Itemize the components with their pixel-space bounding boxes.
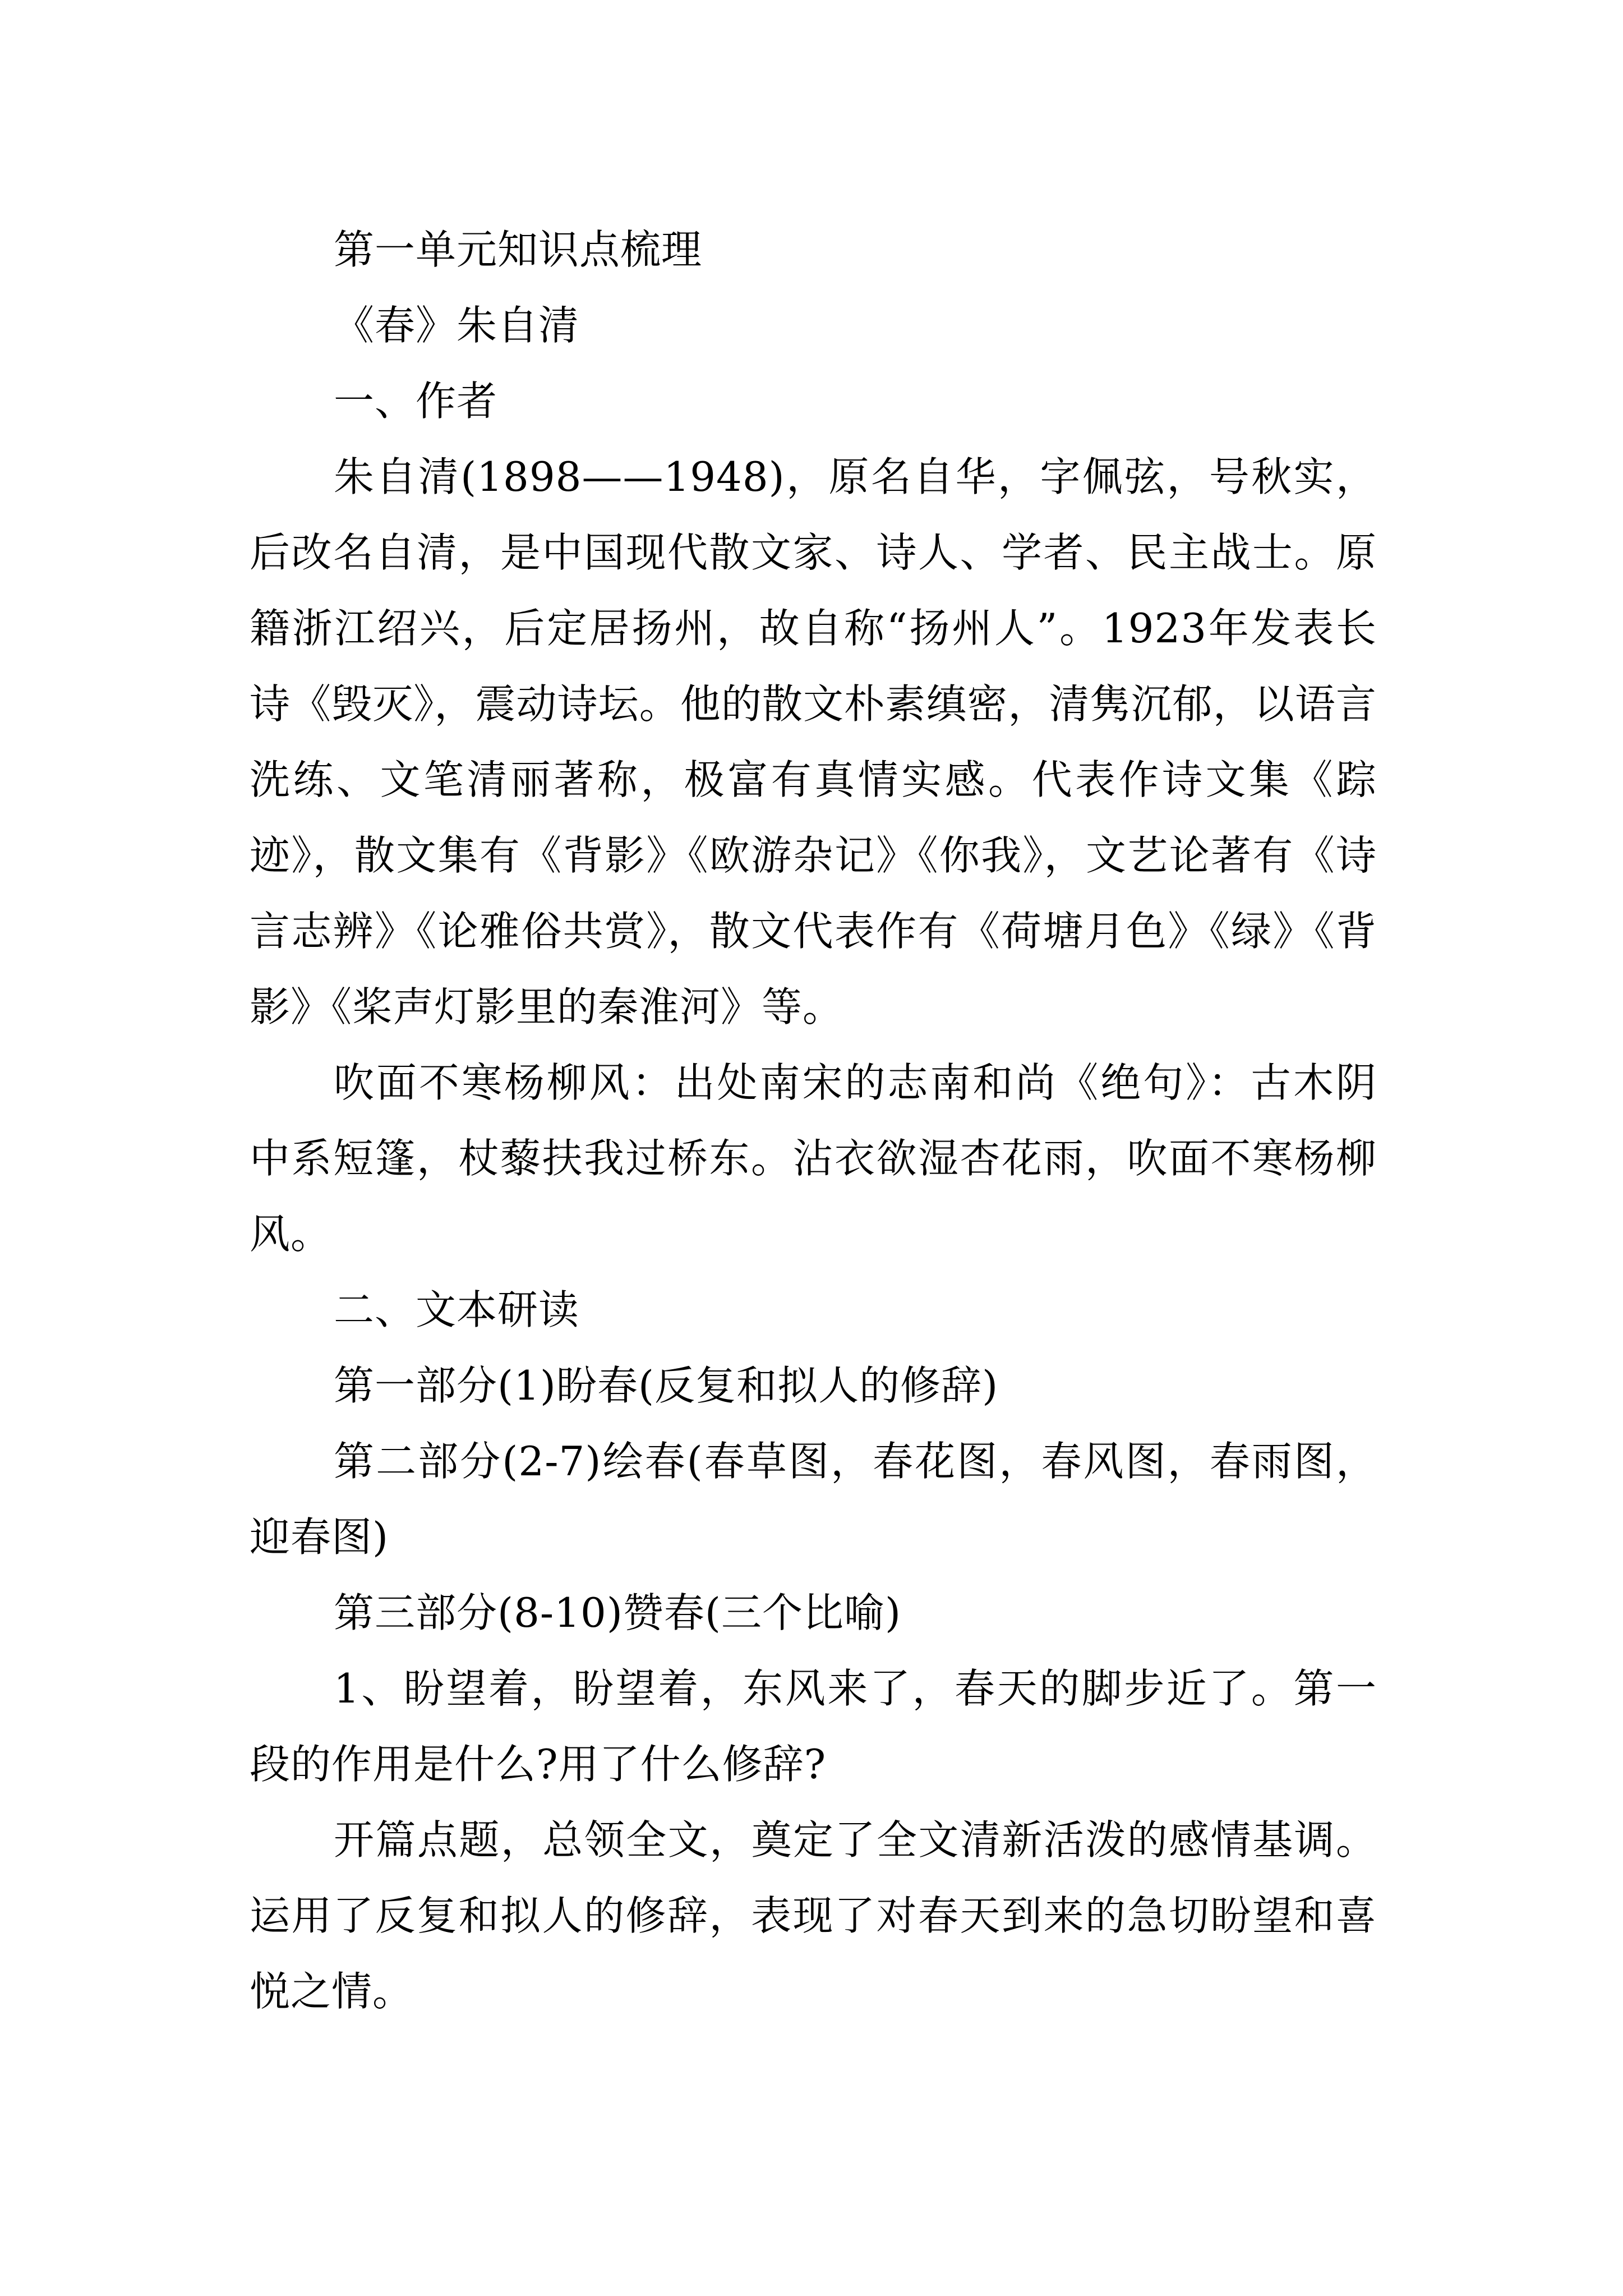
document-body <box>250 212 1377 2030</box>
author-paragraph: 朱自清(1898——1948)，原名自华，字佩弦，号秋实，后改名自清，是中国现代散文家、诗人、学者、民主战士。原籍浙江绍兴，后定居扬州，故自称“扬州人”。1923年发表长诗《毁灭》，震动诗坛。他的散文朴素缜密，清隽沉郁，以语言洗练、文笔清丽著称，极富有真情实感。代表作诗文集《踪迹》，散文集有《背影》《欧游杂记》《你我》，文艺论著有《诗言志辨》《论雅俗共赏》，散文代表作有《荷塘月色》《绿》《背影》《桨声灯影里的秦淮河》等。 <box>250 453 1377 1030</box>
part-two-line: 第二部分(2-7)绘春(春草图，春花图，春风图，春雨图，迎春图) <box>250 1438 1377 1561</box>
answer-one: 开篇点题，总领全文，奠定了全文清新活泼的感情基调。运用了反复和拟人的修辞，表现了对春天到来的急切盼望和喜悦之情。 <box>250 1816 1377 2015</box>
section-heading-author: 一、作者 <box>334 378 498 425</box>
part-one-line: 第一部分(1)盼春(反复和拟人的修辞) <box>334 1362 999 1409</box>
unit-title: 第一单元知识点梳理 <box>334 226 703 273</box>
lesson-title: 《春》朱自清 <box>334 302 580 349</box>
part-three-line: 第三部分(8-10)赞春(三个比喻) <box>334 1589 902 1636</box>
section-heading-text-study: 二、文本研读 <box>334 1286 580 1333</box>
poem-paragraph: 吹面不寒杨柳风：出处南宋的志南和尚《绝句》：古木阴中系短篷，杖藜扶我过桥东。沾衣欲湿杏花雨，吹面不寒杨柳风。 <box>250 1059 1377 1258</box>
question-one: 1、盼望着，盼望着，东风来了，春天的脚步近了。第一段的作用是什么?用了什么修辞? <box>250 1665 1377 1788</box>
